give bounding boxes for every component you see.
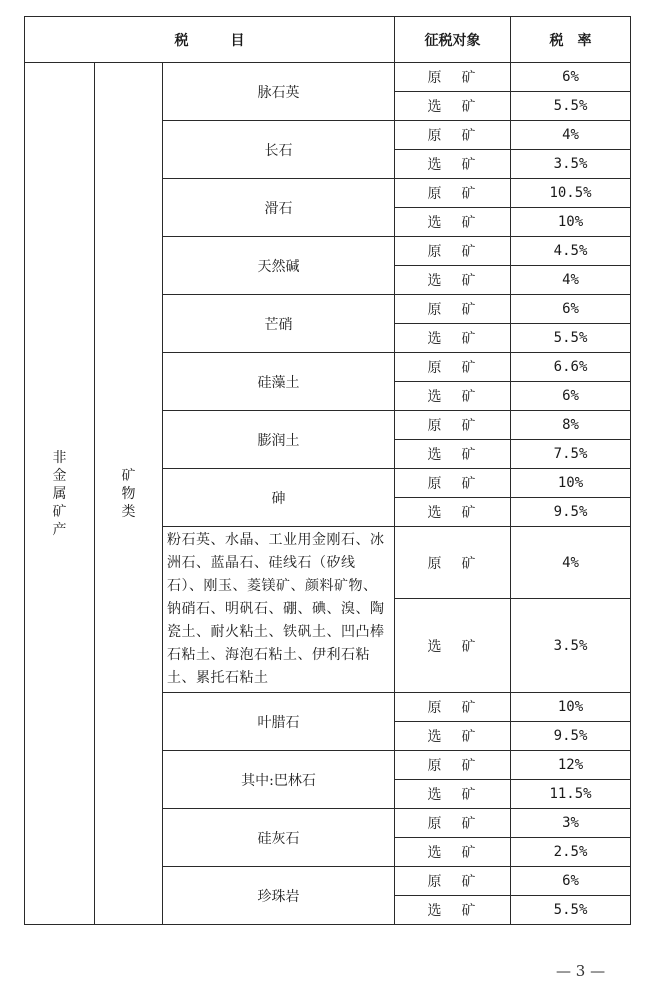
rate-dressed: 3.5% (511, 599, 631, 693)
object-dressed: 选矿 (395, 599, 511, 693)
object-raw: 原矿 (395, 809, 511, 838)
rate-raw: 10% (511, 693, 631, 722)
rate-raw: 6% (511, 63, 631, 92)
object-raw: 原矿 (395, 411, 511, 440)
object-raw: 原矿 (395, 121, 511, 150)
object-raw: 原矿 (395, 237, 511, 266)
subcategory-cell: 矿物类 (95, 63, 163, 925)
object-raw: 原矿 (395, 469, 511, 498)
mineral-name-list: 粉石英、水晶、工业用金刚石、冰洲石、蓝晶石、硅线石（矽线石）、刚玉、菱镁矿、颜料矿物、钠硝石、明矾石、硼、碘、溴、陶瓷土、耐火粘土、铁矾土、凹凸棒石粘土、海泡石粘土、伊利石粘土、累托石粘土 (163, 527, 395, 693)
rate-dressed: 6% (511, 382, 631, 411)
mineral-name: 叶腊石 (163, 693, 395, 751)
mineral-name: 硅灰石 (163, 809, 395, 867)
object-raw: 原矿 (395, 63, 511, 92)
rate-raw: 4% (511, 121, 631, 150)
rate-raw: 4.5% (511, 237, 631, 266)
object-raw: 原矿 (395, 527, 511, 599)
rate-dressed: 2.5% (511, 838, 631, 867)
object-dressed: 选矿 (395, 266, 511, 295)
mineral-name: 脉石英 (163, 63, 395, 121)
mineral-name: 硅藻土 (163, 353, 395, 411)
mineral-name: 珍珠岩 (163, 867, 395, 925)
mineral-name: 滑石 (163, 179, 395, 237)
rate-raw: 12% (511, 751, 631, 780)
object-raw: 原矿 (395, 867, 511, 896)
rate-raw: 10% (511, 469, 631, 498)
header-tax-rate: 税 率 (511, 17, 631, 63)
tax-rate-table (24, 16, 631, 925)
rate-raw: 3% (511, 809, 631, 838)
rate-raw: 6% (511, 295, 631, 324)
mineral-name: 膨润土 (163, 411, 395, 469)
rate-raw: 10.5% (511, 179, 631, 208)
mineral-name: 长石 (163, 121, 395, 179)
mineral-name: 其中:巴林石 (163, 751, 395, 809)
object-dressed: 选矿 (395, 92, 511, 121)
rate-dressed: 9.5% (511, 498, 631, 527)
object-dressed: 选矿 (395, 208, 511, 237)
table-header-row (25, 17, 631, 63)
object-raw: 原矿 (395, 295, 511, 324)
mineral-name: 芒硝 (163, 295, 395, 353)
category-cell: 非金属矿产 (25, 63, 95, 925)
rate-dressed: 5.5% (511, 324, 631, 353)
object-dressed: 选矿 (395, 440, 511, 469)
object-dressed: 选矿 (395, 780, 511, 809)
rate-raw: 4% (511, 527, 631, 599)
rate-raw: 6.6% (511, 353, 631, 382)
header-tax-item: 税 目 (25, 17, 395, 63)
rate-raw: 6% (511, 867, 631, 896)
object-raw: 原矿 (395, 693, 511, 722)
mineral-name: 砷 (163, 469, 395, 527)
rate-dressed: 11.5% (511, 780, 631, 809)
rate-dressed: 5.5% (511, 92, 631, 121)
rate-raw: 8% (511, 411, 631, 440)
rate-dressed: 3.5% (511, 150, 631, 179)
object-raw: 原矿 (395, 353, 511, 382)
rate-dressed: 9.5% (511, 722, 631, 751)
object-dressed: 选矿 (395, 896, 511, 925)
rate-dressed: 10% (511, 208, 631, 237)
mineral-name: 天然碱 (163, 237, 395, 295)
page-number: — 3 — (556, 962, 606, 980)
object-dressed: 选矿 (395, 498, 511, 527)
object-dressed: 选矿 (395, 382, 511, 411)
header-tax-object: 征税对象 (395, 17, 511, 63)
object-dressed: 选矿 (395, 722, 511, 751)
object-dressed: 选矿 (395, 838, 511, 867)
object-dressed: 选矿 (395, 150, 511, 179)
object-raw: 原矿 (395, 179, 511, 208)
object-dressed: 选矿 (395, 324, 511, 353)
object-raw: 原矿 (395, 751, 511, 780)
table-row (25, 63, 631, 92)
rate-dressed: 4% (511, 266, 631, 295)
rate-dressed: 5.5% (511, 896, 631, 925)
rate-dressed: 7.5% (511, 440, 631, 469)
